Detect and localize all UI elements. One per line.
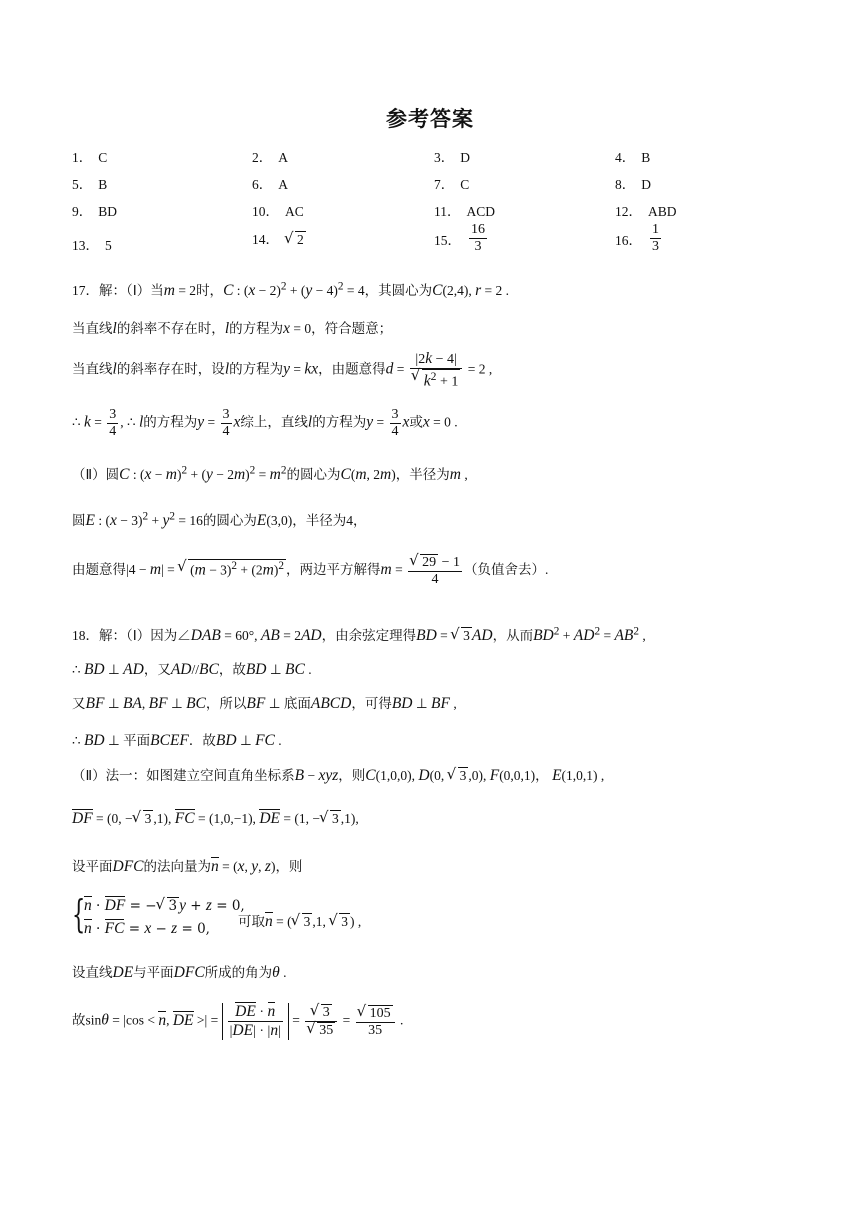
- answer-10: 10． AC: [252, 204, 304, 219]
- answer-5: 5． B: [72, 177, 108, 192]
- answer-4: 4． B: [615, 150, 651, 165]
- q17-line-5: （Ⅱ）圆C : $(x - m)^2 + (y - 2m)^2 = m^2$的圆心为C(m, 2m)，半径为m ,: [72, 464, 468, 483]
- q18-line-1: 18．解：（Ⅰ）因为∠DAB = 60°, AB = 2AD，由余弦定理得BD = √ 3 AD，从而$BD^2 + AD^2 = AB^2$ ,: [72, 624, 646, 645]
- q18-line-8: 设直线DE与平面DFC所成的角为θ .: [72, 964, 287, 981]
- answer-3: 3． D: [434, 150, 470, 165]
- q18-line-5: （Ⅱ）法一：如图建立空间直角坐标系B − xyz，则C(1,0,0), D(0, √ 3 ,0), F(0,0,1)， E(1,0,1) ,: [72, 764, 604, 785]
- q18-final: 故sinθ = |cos < n, DE >| = $\frac{DE \cdot n}{|DE| \cdot |n|}$ = √ 3 √ 35 = √ $\frac{105}{35}$ .: [72, 1003, 403, 1040]
- page-title: 参考答案: [386, 107, 474, 131]
- answer-13: 13． 5: [72, 238, 112, 253]
- q17-line-2: 当直线l的斜率不存在时，l的方程为x = 0，符合题意；: [72, 320, 393, 337]
- q18-line-3: 又BF ⊥ BA, BF ⊥ BC，所以BF ⊥ 底面ABCD，可得BD ⊥ BF ,: [72, 695, 457, 712]
- q17-line-6: 圆E : $(x - 3)^2 + y^2 = 16$的圆心为E(3,0)，半径为4，: [72, 510, 367, 529]
- answer-6: 6． A: [252, 177, 288, 192]
- q17-line-7: 由题意得|4 − m| = √ $(m - 3)^2 + (2m)^2$ ，两边平方解得m = √ $\frac{29 - 1}{4}$ （负值舍去）.: [72, 554, 548, 588]
- q18-line-4: ∴ BD ⊥ 平面BCEF．故BD ⊥ FC .: [72, 732, 282, 749]
- q18-line-2: ∴ BD ⊥ AD，又AD//BC，故BD ⊥ BC .: [72, 661, 312, 678]
- q17-line-1: 17．解：（Ⅰ）当m = 2时，C : $(x - 2)^2 + (y - 4)^2 = 4$，其圆心为C(2,4), r = 2 .: [72, 280, 510, 299]
- answer-1: 1． C: [72, 150, 108, 165]
- q18-system: { n · DF = −√ 3 y + z = 0, n · FC = x − z = 0,: [72, 897, 472, 941]
- answer-7: 7． C: [434, 177, 470, 192]
- q18-line-6: DF = (0, −√ 3 ,1), FC = (1,0,−1), DE = (1, −√ 3 ,1),: [72, 810, 359, 828]
- answer-9: 9． BD: [72, 204, 118, 219]
- answer-2: 2． A: [252, 150, 288, 165]
- q18-take: 可取n = (√ 3 ,1, √ 3 ) ,: [238, 910, 361, 931]
- answer-16: 16． $\frac{1}{3}$: [615, 222, 659, 255]
- answer-14: 14．√ 2: [252, 228, 306, 248]
- answer-8: 8． D: [615, 177, 651, 192]
- q17-line-4: ∴ k = $\frac{3}{4}$ , ∴ l的方程为y = $\frac{3}{4}$ x综上，直线l的方程为y = $\frac{3}{4}$ x或x = 0 .: [72, 407, 458, 440]
- answer-12: 12． ABD: [615, 204, 677, 219]
- q17-line-3: 当直线l的斜率存在时，设l的方程为y = kx，由题意得d = |2k − 4| √ $k^2 + 1$ = 2 ,: [72, 350, 492, 391]
- q18-line-7: 设平面DFC的法向量为n = (x, y, z)，则: [72, 858, 303, 875]
- answer-15: 15． $\frac{16}{3}$: [434, 222, 485, 255]
- answer-11: 11． ACD: [434, 204, 496, 219]
